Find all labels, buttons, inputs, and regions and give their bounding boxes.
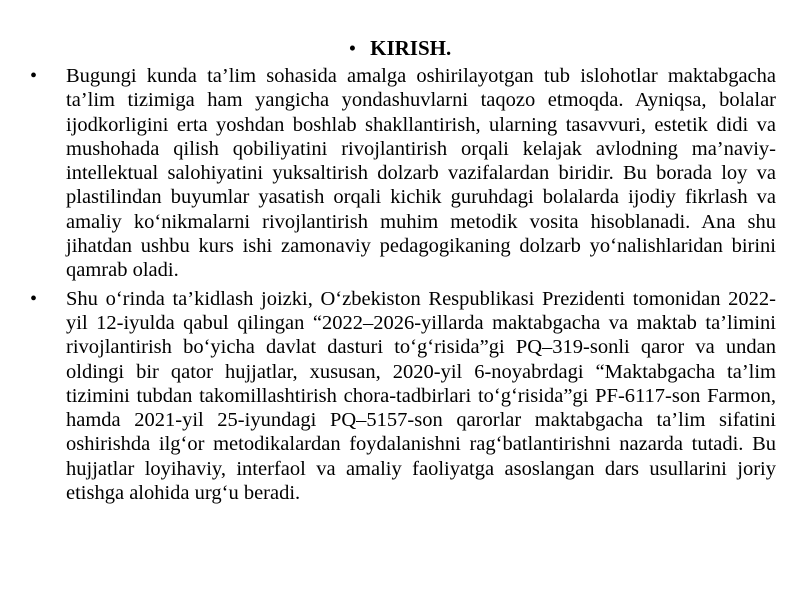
paragraph-introduction xyxy=(30,64,776,283)
paragraph-bullet: • xyxy=(30,287,38,310)
slide-body xyxy=(30,64,776,509)
slide-title: KIRISH. xyxy=(370,36,452,60)
paragraph-legal-basis xyxy=(30,287,776,506)
paragraph-bullet: • xyxy=(30,65,38,87)
slide-title-row xyxy=(0,34,800,62)
title-bullet: • xyxy=(348,36,357,60)
paragraph-text: Bugungi kunda ta’lim sohasida amalga oshirilayotgan tub islohotlar maktabgacha ta’lim tizimiga ham yangicha yondashuvlarni taqozo etmoqda. Ayniqsa, bolalar ijodkorligini erta yoshdan boshlab shakllantirish, ularning tasavvuri, estetik didi va mushohada qilish qobiliyatini rivojlantirish orqali kelajak avlodning ma’naviy-intellektual salohiyatini yuksaltirish dolzarb vazifalardan biridir. Bu borada loy va plastilindan buyumlar yasatish orqali kichik guruhdagi bolalarda ijodiy fikrlash va amaliy ko‘nikmalarni rivojlantirish muhim metodik vosita hisoblanadi. Ana shu jihatdan ushbu kurs ishi zamonaviy pedagogikaning dolzarb yo‘nalishlaridan birini qamrab oladi. xyxy=(66,65,776,282)
paragraph-text: Shu o‘rinda ta’kidlash joizki, O‘zbekiston Respublikasi Prezidenti tomonidan 2022-yil 12-iyulda qabul qilingan “2022–2026-yillarda maktabgacha va maktab ta’limini rivojlantirish bo‘yicha davlat dasturi to‘g‘risida”gi PQ–319-sonli qaror va undan oldingi bir qator hujjatlar, xususan, 2020-yil 6-noyabrdagi “Maktabgacha ta’lim tizimini tubdan takomillashtirish chora-tadbirlari to‘g‘risida”gi PF-6117-son Farmon, hamda 2021-yil 25-iyundagi PQ–5157-son qarorlar maktabgacha ta’lim sifatini oshirishda ilg‘or metodikalardan foydalanishni rag‘batlantirishni nazarda tutadi. Bu hujjatlar loyihaviy, interfaol va amaliy faoliyatga asoslangan dars usullarini joriy etishga alohida urg‘u beradi. xyxy=(66,287,776,505)
